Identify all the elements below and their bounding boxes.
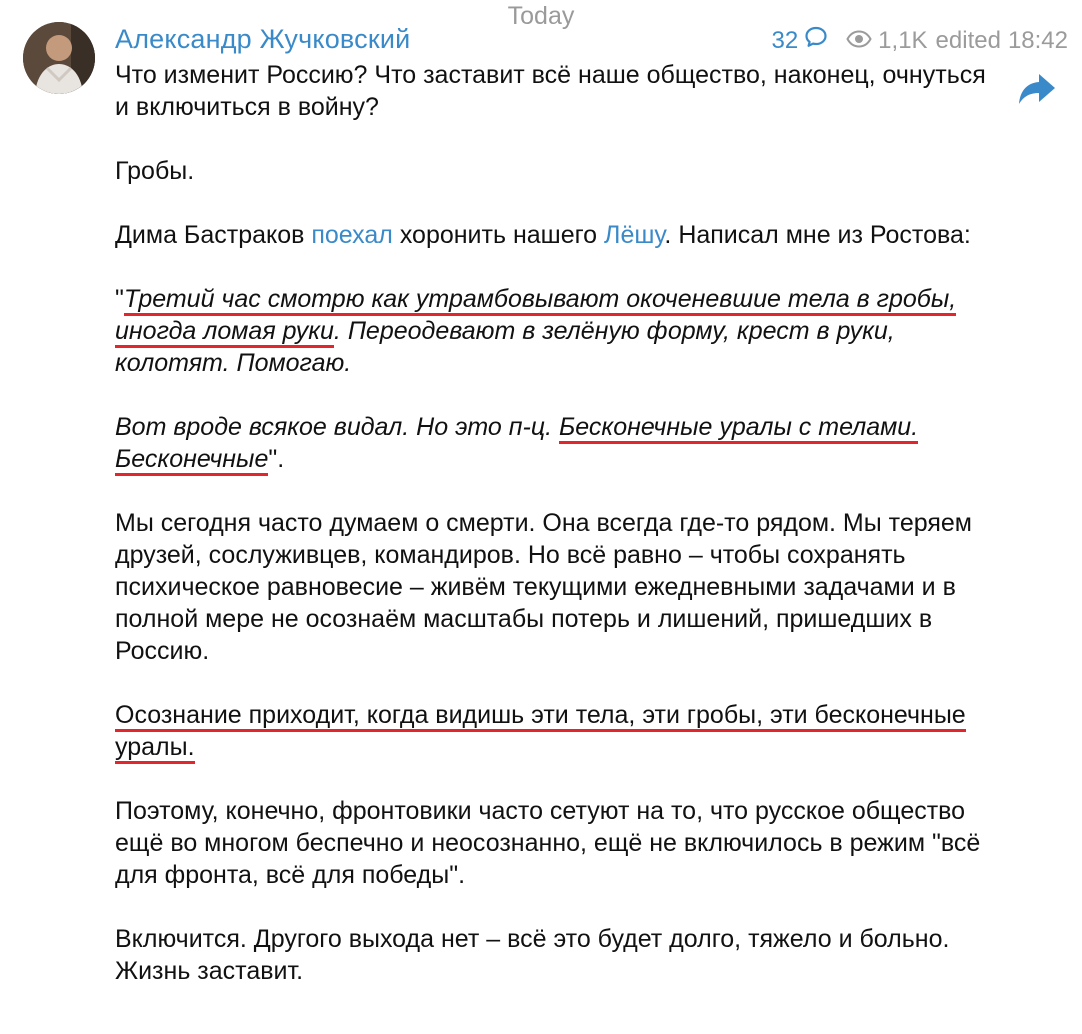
date-separator: Today bbox=[507, 2, 575, 30]
underlined-quote-1: Третий час смотрю как утрамбовывают окоченевшие тела в гробы, иногда ломая руки bbox=[115, 285, 956, 348]
paragraph-7 bbox=[115, 699, 995, 763]
edited-label: edited bbox=[935, 26, 1001, 54]
paragraph-3 bbox=[115, 219, 995, 251]
quote-end: ". bbox=[268, 445, 285, 473]
paragraph-9: Включится. Другого выхода нет – всё это будет долго, тяжело и больно. Жизнь заставит. bbox=[115, 925, 950, 985]
paragraph-4-quote bbox=[115, 283, 995, 379]
text-fragment: . Переодевают в зелёную форму, крест в руки, колотят. Помогаю. bbox=[115, 317, 895, 377]
link-lesha[interactable]: Лёшу bbox=[604, 221, 665, 249]
avatar-photo bbox=[23, 22, 95, 94]
link-poehal[interactable]: поехал bbox=[311, 221, 393, 249]
text-fragment: хоронить нашего bbox=[392, 221, 605, 249]
author-name[interactable]: Александр Жучковский bbox=[115, 24, 411, 54]
underlined-quote-2: Бесконечные уралы с телами. Бесконечные bbox=[115, 413, 918, 476]
message-meta bbox=[771, 25, 1068, 56]
views-count: 1,1K bbox=[878, 26, 928, 54]
replies-button[interactable] bbox=[771, 25, 828, 56]
paragraph-8: Поэтому, конечно, фронтовики часто сетуют на то, что русское общество ещё во многом беспечно и неосознанно, ещё не включилось в режим "всё для фронта, всё для победы". bbox=[115, 797, 981, 889]
text-fragment: Вот вроде всякое видал. Но это п-ц. bbox=[115, 413, 560, 441]
share-button[interactable] bbox=[1016, 70, 1058, 110]
paragraph-5-quote bbox=[115, 411, 995, 475]
paragraph-2: Гробы. bbox=[115, 157, 195, 185]
paragraph-1: Что изменит Россию? Что заставит всё наше общество, наконец, очнуться и включиться в войну? bbox=[115, 61, 986, 121]
views-counter bbox=[846, 27, 1068, 55]
text-fragment: Дима Бастраков bbox=[115, 221, 312, 249]
speech-bubble-icon bbox=[804, 25, 828, 56]
eye-icon bbox=[846, 27, 872, 55]
underlined-statement: Осознание приходит, когда видишь эти тела, эти гробы, эти бесконечные уралы. bbox=[115, 701, 966, 764]
message-time: 18:42 bbox=[1007, 26, 1068, 54]
paragraph-6: Мы сегодня часто думаем о смерти. Она всегда где-то рядом. Мы теряем друзей, сослуживцев, командиров. Но всё равно – чтобы сохранять психическое равновесие – живём текущими ежедневными задачами и в полной мере не осознаём масштабы потерь и лишений, пришедших в Россию. bbox=[115, 509, 972, 665]
avatar[interactable] bbox=[23, 22, 95, 94]
replies-count: 32 bbox=[771, 26, 799, 54]
text-fragment: . Написал мне из Ростова: bbox=[664, 221, 971, 249]
quote-mark: " bbox=[115, 285, 124, 313]
message-text bbox=[115, 59, 995, 1019]
share-arrow-icon bbox=[1016, 70, 1058, 110]
